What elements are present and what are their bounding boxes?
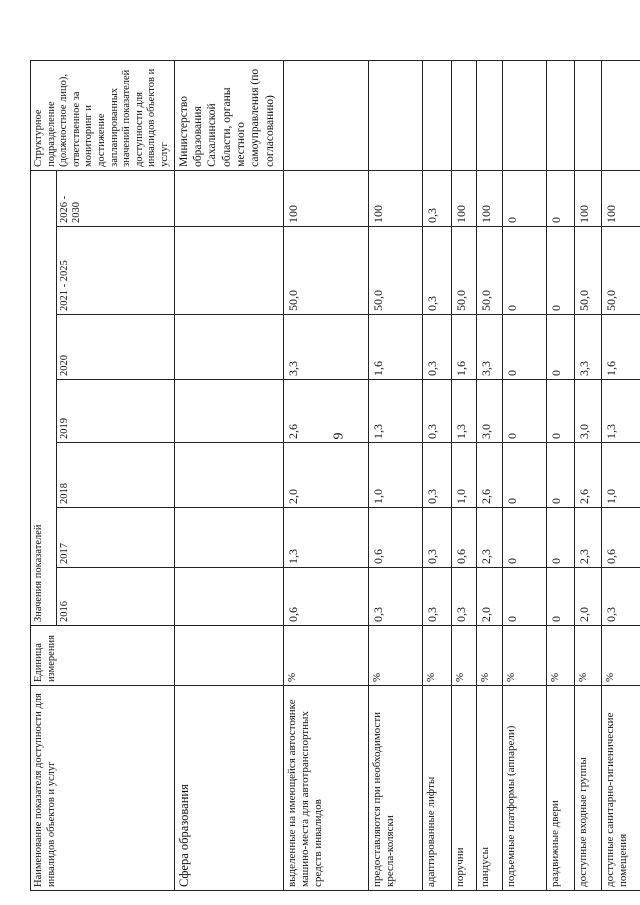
row-value: 0: [546, 315, 575, 380]
row-value: 2,3: [575, 508, 602, 568]
header-values-group: Значения показателей: [31, 170, 57, 625]
header-row-top: [31, 60, 57, 890]
section-row: [174, 60, 283, 890]
row-value: 0: [546, 227, 575, 315]
row-value: 0,3: [422, 170, 451, 226]
row-value: 0,3: [422, 443, 451, 508]
empty-cell: [174, 568, 283, 626]
table-row: [477, 60, 503, 890]
row-value: 1,3: [369, 380, 423, 443]
row-value: 0: [503, 170, 546, 226]
row-value: 50,0: [451, 227, 477, 315]
row-name: выделенные на имеющейся автостоянке машино-места для автотранспортных средств инвалидов: [283, 686, 369, 891]
table-row: [602, 60, 640, 890]
row-value: 0,3: [369, 568, 423, 626]
row-unit: %: [503, 626, 546, 686]
row-unit: %: [369, 626, 423, 686]
empty-cell: [174, 443, 283, 508]
header-year-2021-2025: 2021 - 2025: [56, 227, 174, 315]
row-value: 2,6: [283, 380, 369, 443]
row-value: 0: [503, 443, 546, 508]
row-value: 1,0: [369, 443, 423, 508]
row-value: 100: [369, 170, 423, 226]
row-responsible: [451, 60, 477, 170]
header-name: Наименование показателя доступности для инвалидов объектов и услуг: [31, 686, 175, 891]
row-responsible: [503, 60, 546, 170]
row-value: 0: [503, 568, 546, 626]
indicators-table: [30, 60, 640, 891]
row-unit: %: [451, 626, 477, 686]
row-value: 50,0: [575, 227, 602, 315]
row-value: 0: [546, 568, 575, 626]
row-value: 3,3: [575, 315, 602, 380]
row-value: 1,3: [451, 380, 477, 443]
row-name: пандусы: [477, 686, 503, 891]
table-row: [422, 60, 451, 890]
row-value: 100: [477, 170, 503, 226]
row-responsible: [283, 60, 369, 170]
row-value: 3,0: [575, 380, 602, 443]
row-value: 0,6: [451, 508, 477, 568]
row-name: доступные санитарно-гигиенические помещения: [602, 686, 640, 891]
empty-cell: [174, 508, 283, 568]
header-year-2017: 2017: [56, 508, 174, 568]
row-value: 2,0: [575, 568, 602, 626]
row-value: 2,6: [477, 443, 503, 508]
row-unit: %: [477, 626, 503, 686]
row-value: 0: [503, 315, 546, 380]
row-value: 0: [546, 380, 575, 443]
row-value: 0: [503, 380, 546, 443]
row-responsible: [546, 60, 575, 170]
row-value: 0: [503, 227, 546, 315]
row-name: раздвижные двери: [546, 686, 575, 891]
empty-cell: [174, 227, 283, 315]
row-value: 2,3: [477, 508, 503, 568]
table-row: [546, 60, 575, 890]
table-body: [174, 60, 640, 890]
header-year-2020: 2020: [56, 315, 174, 380]
row-value: 1,3: [283, 508, 369, 568]
page-number: 9: [331, 432, 347, 440]
row-name: адаптированные лифты: [422, 686, 451, 891]
row-unit: %: [575, 626, 602, 686]
section-responsible: Министерство образования Сахалинской области, органы местного самоуправления (по согласованию): [174, 60, 283, 170]
header-year-2019: 2019: [56, 380, 174, 443]
row-responsible: [602, 60, 640, 170]
row-value: 0: [503, 508, 546, 568]
table-row: [575, 60, 602, 890]
row-value: 100: [602, 170, 640, 226]
row-value: 2,6: [575, 443, 602, 508]
row-responsible: [369, 60, 423, 170]
row-unit: %: [283, 626, 369, 686]
row-value: 3,0: [477, 380, 503, 443]
row-value: 1,6: [602, 315, 640, 380]
row-value: 0,3: [422, 227, 451, 315]
row-value: 100: [575, 170, 602, 226]
table-row: [369, 60, 423, 890]
row-value: 50,0: [602, 227, 640, 315]
row-value: 50,0: [369, 227, 423, 315]
row-value: 0,6: [369, 508, 423, 568]
header-year-2016: 2016: [56, 568, 174, 626]
header-year-2026-2030: 2026 - 2030: [56, 170, 174, 226]
empty-cell: [174, 380, 283, 443]
table-row: [283, 60, 369, 890]
row-value: 0,6: [283, 568, 369, 626]
row-name: предоставляются при необходимости кресла-коляски: [369, 686, 423, 891]
row-value: 1,3: [602, 380, 640, 443]
header-year-2018: 2018: [56, 443, 174, 508]
row-name: доступные входные группы: [575, 686, 602, 891]
table-row: [503, 60, 546, 890]
row-value: 0: [546, 443, 575, 508]
row-responsible: [477, 60, 503, 170]
header-unit: Единица измерения: [31, 626, 175, 686]
row-value: 0: [546, 170, 575, 226]
empty-cell: [174, 626, 283, 686]
row-responsible: [575, 60, 602, 170]
row-unit: %: [546, 626, 575, 686]
row-value: 0,3: [451, 568, 477, 626]
table-row: [451, 60, 477, 890]
header-responsible: Структурное подразделение (должностное лицо), ответственное за мониторинг и достижение запланированных значений показателей доступности для инвалидов объектов и услуг: [31, 60, 175, 170]
row-unit: %: [422, 626, 451, 686]
row-value: 1,0: [451, 443, 477, 508]
empty-cell: [174, 315, 283, 380]
row-value: 1,6: [369, 315, 423, 380]
row-value: 0,6: [602, 508, 640, 568]
row-value: 50,0: [283, 227, 369, 315]
row-unit: %: [602, 626, 640, 686]
row-value: 0,3: [422, 380, 451, 443]
row-value: 0,3: [422, 568, 451, 626]
row-value: 100: [283, 170, 369, 226]
row-value: 50,0: [477, 227, 503, 315]
section-title: Сфера образования: [174, 686, 283, 891]
row-value: 0,3: [422, 508, 451, 568]
row-name: подъемные платформы (аппарели): [503, 686, 546, 891]
row-name: поручни: [451, 686, 477, 891]
empty-cell: [174, 170, 283, 226]
row-value: 0,3: [422, 315, 451, 380]
row-value: 1,6: [451, 315, 477, 380]
row-value: 2,0: [477, 568, 503, 626]
row-value: 100: [451, 170, 477, 226]
row-value: 3,3: [477, 315, 503, 380]
row-value: 1,0: [602, 443, 640, 508]
row-responsible: [422, 60, 451, 170]
row-value: 0: [546, 508, 575, 568]
row-value: 3,3: [283, 315, 369, 380]
row-value: 0,3: [602, 568, 640, 626]
row-value: 2,0: [283, 443, 369, 508]
rotated-table-container: [30, 61, 630, 891]
